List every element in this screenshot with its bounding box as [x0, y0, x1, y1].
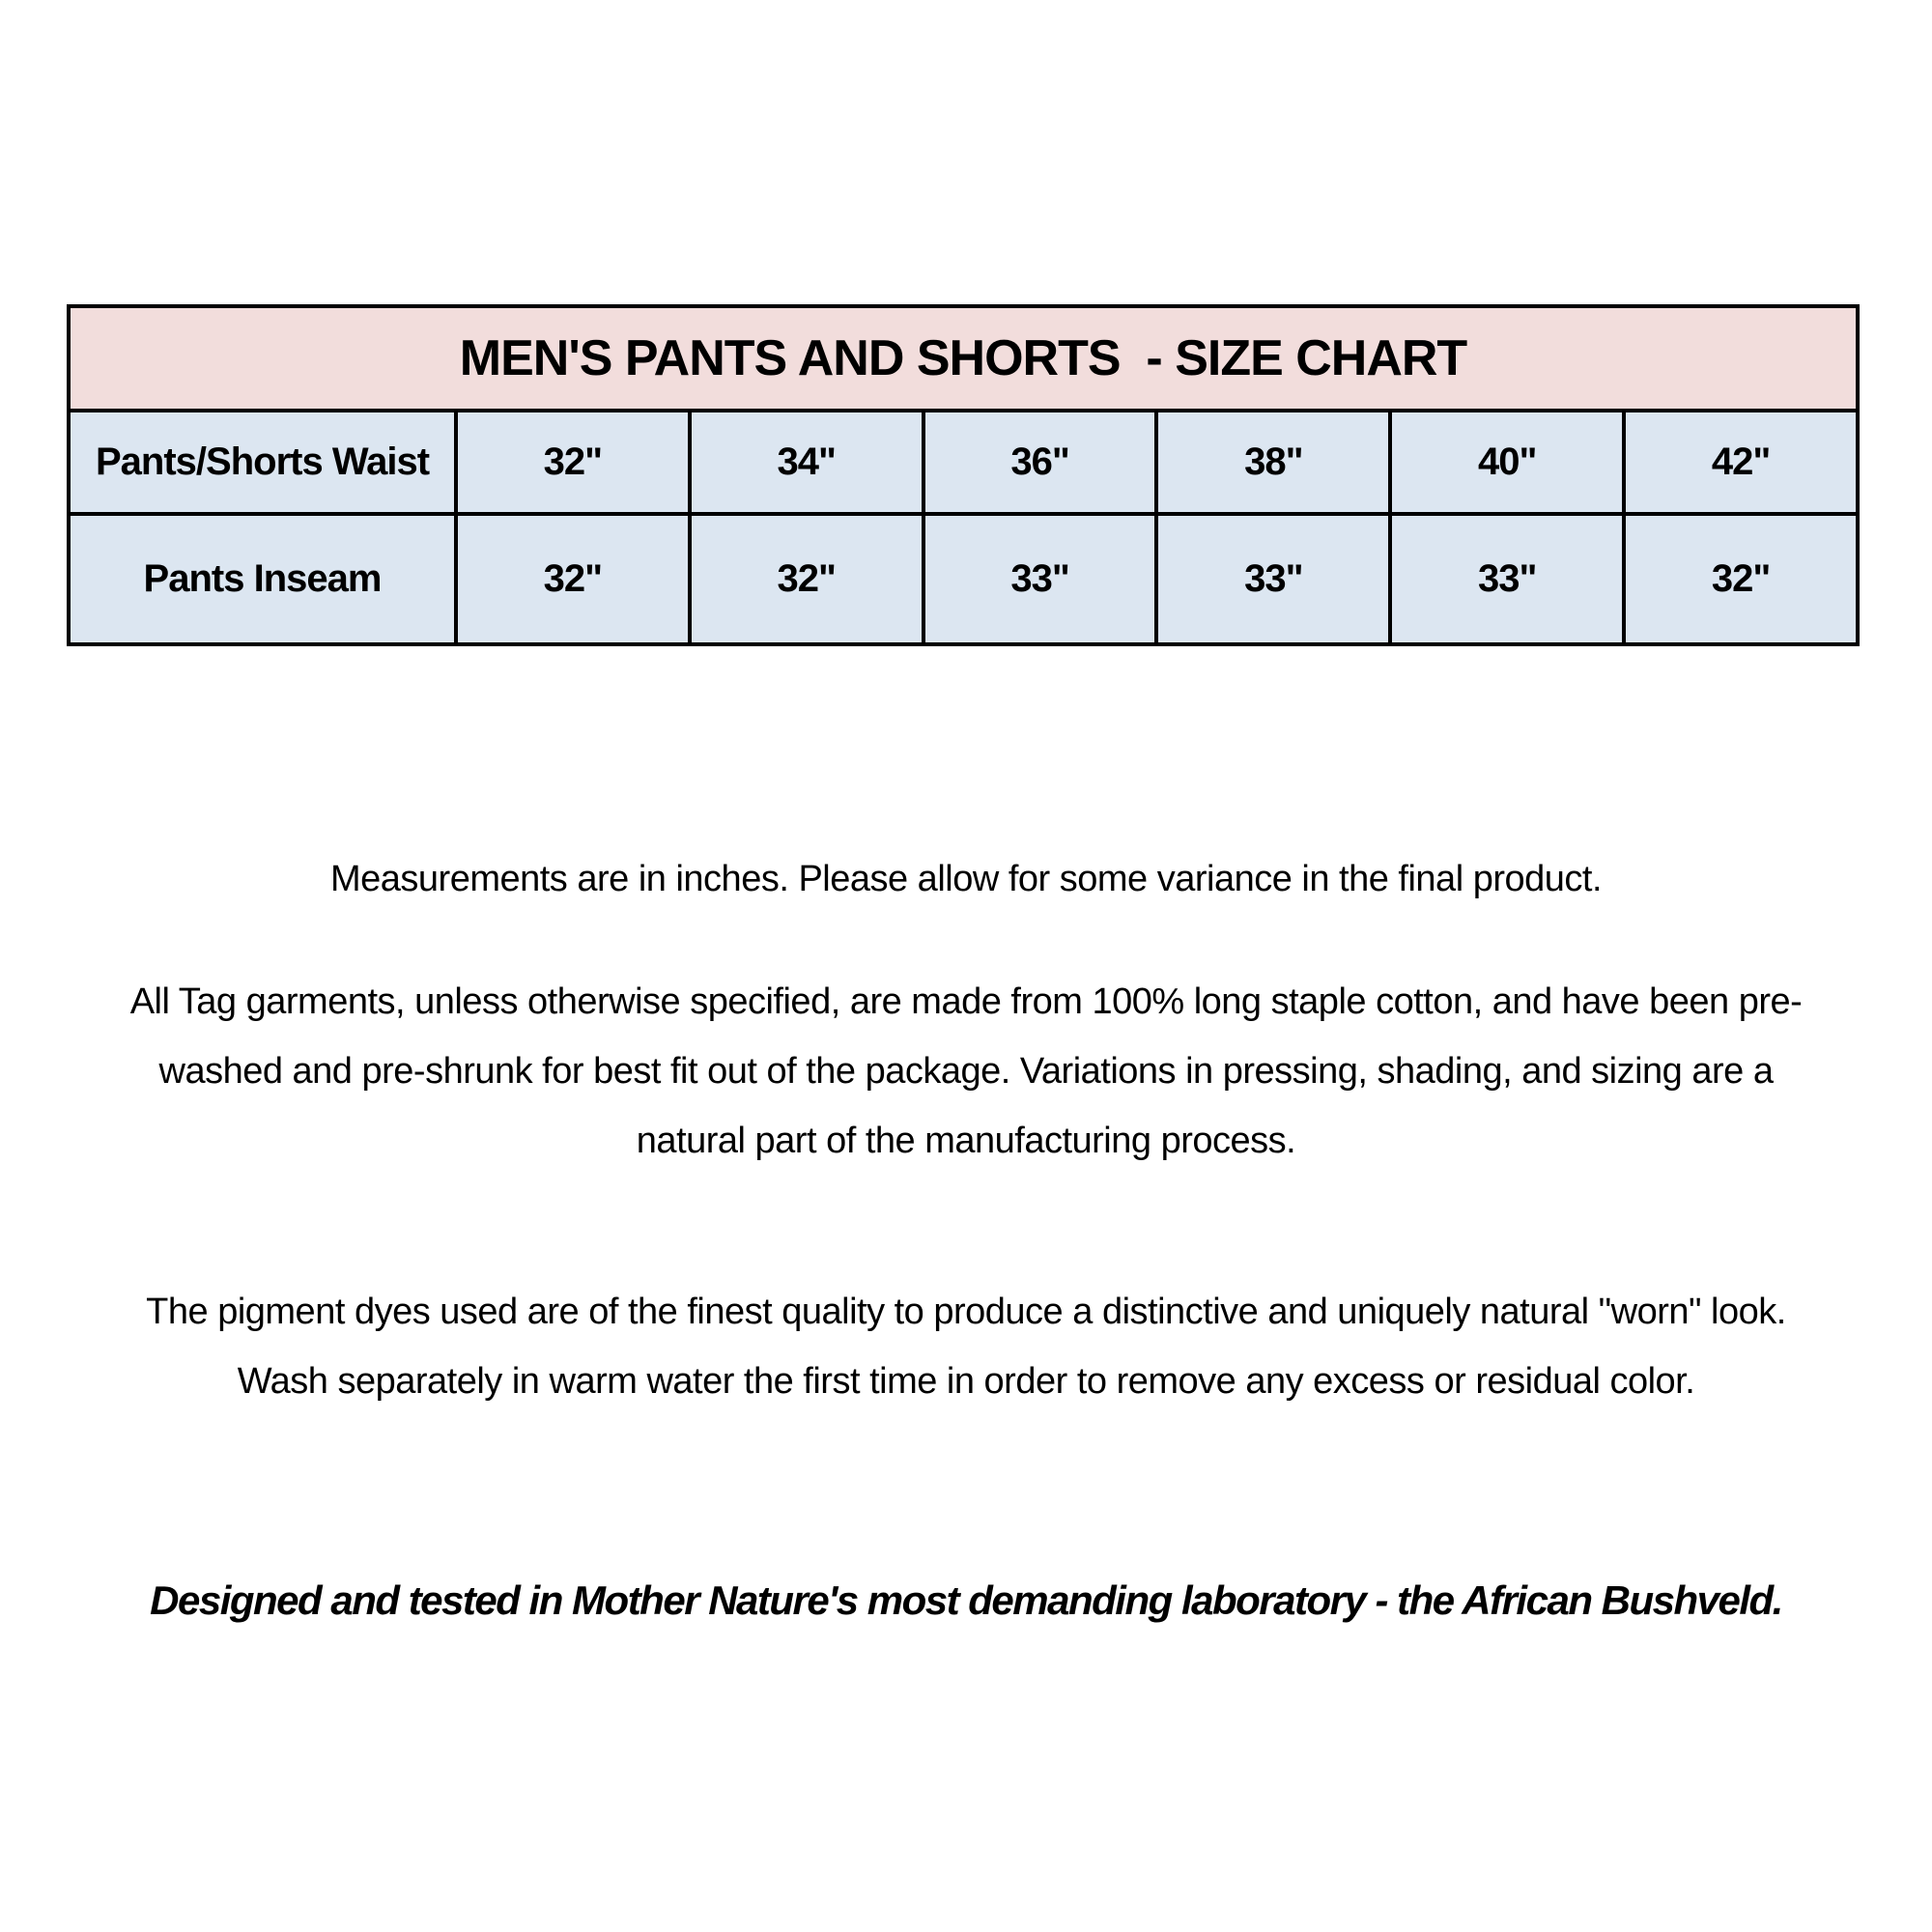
inseam-size-cell: 32" — [1624, 514, 1858, 644]
inseam-row — [69, 514, 1858, 644]
waist-size-cell: 36" — [923, 411, 1157, 514]
waist-size-cell: 42" — [1624, 411, 1858, 514]
inseam-row-label: Pants Inseam — [69, 514, 456, 644]
size-chart-table — [67, 304, 1860, 646]
waist-row-label: Pants/Shorts Waist — [69, 411, 456, 514]
waist-size-cell: 32" — [456, 411, 690, 514]
note-measurements: Measurements are in inches. Please allow for some variance in the final product. — [329, 859, 1602, 899]
inseam-size-cell: 33" — [923, 514, 1157, 644]
note-dye — [0, 1277, 1932, 1416]
inseam-size-cell: 33" — [1156, 514, 1390, 644]
waist-row — [69, 411, 1858, 514]
note-dye-line: The pigment dyes used are of the finest quality to produce a distinctive and uniquely natural "worn" look. — [146, 1292, 1786, 1332]
waist-size-cell: 38" — [1156, 411, 1390, 514]
note-fabric-line: All Tag garments, unless otherwise specified, are made from 100% long staple cotton, and have been pre- — [129, 981, 1803, 1022]
note-dye-line: Wash separately in warm water the first time in order to remove any excess or residual color. — [237, 1361, 1695, 1402]
waist-size-cell: 34" — [690, 411, 923, 514]
note-fabric-line: natural part of the manufacturing process. — [636, 1121, 1296, 1161]
inseam-size-cell: 32" — [456, 514, 690, 644]
inseam-size-cell: 33" — [1390, 514, 1624, 644]
table-title-row — [69, 306, 1858, 411]
note-fabric — [0, 967, 1932, 1176]
waist-size-cell: 40" — [1390, 411, 1624, 514]
note-fabric-line: washed and pre-shrunk for best fit out of the package. Variations in pressing, shading, and sizing are a — [158, 1051, 1774, 1092]
table-title: MEN'S PANTS AND SHORTS - SIZE CHART — [69, 306, 1858, 411]
inseam-size-cell: 32" — [690, 514, 923, 644]
footer-tagline: Designed and tested in Mother Nature's most demanding laboratory - the African Bushveld. — [150, 1577, 1782, 1623]
